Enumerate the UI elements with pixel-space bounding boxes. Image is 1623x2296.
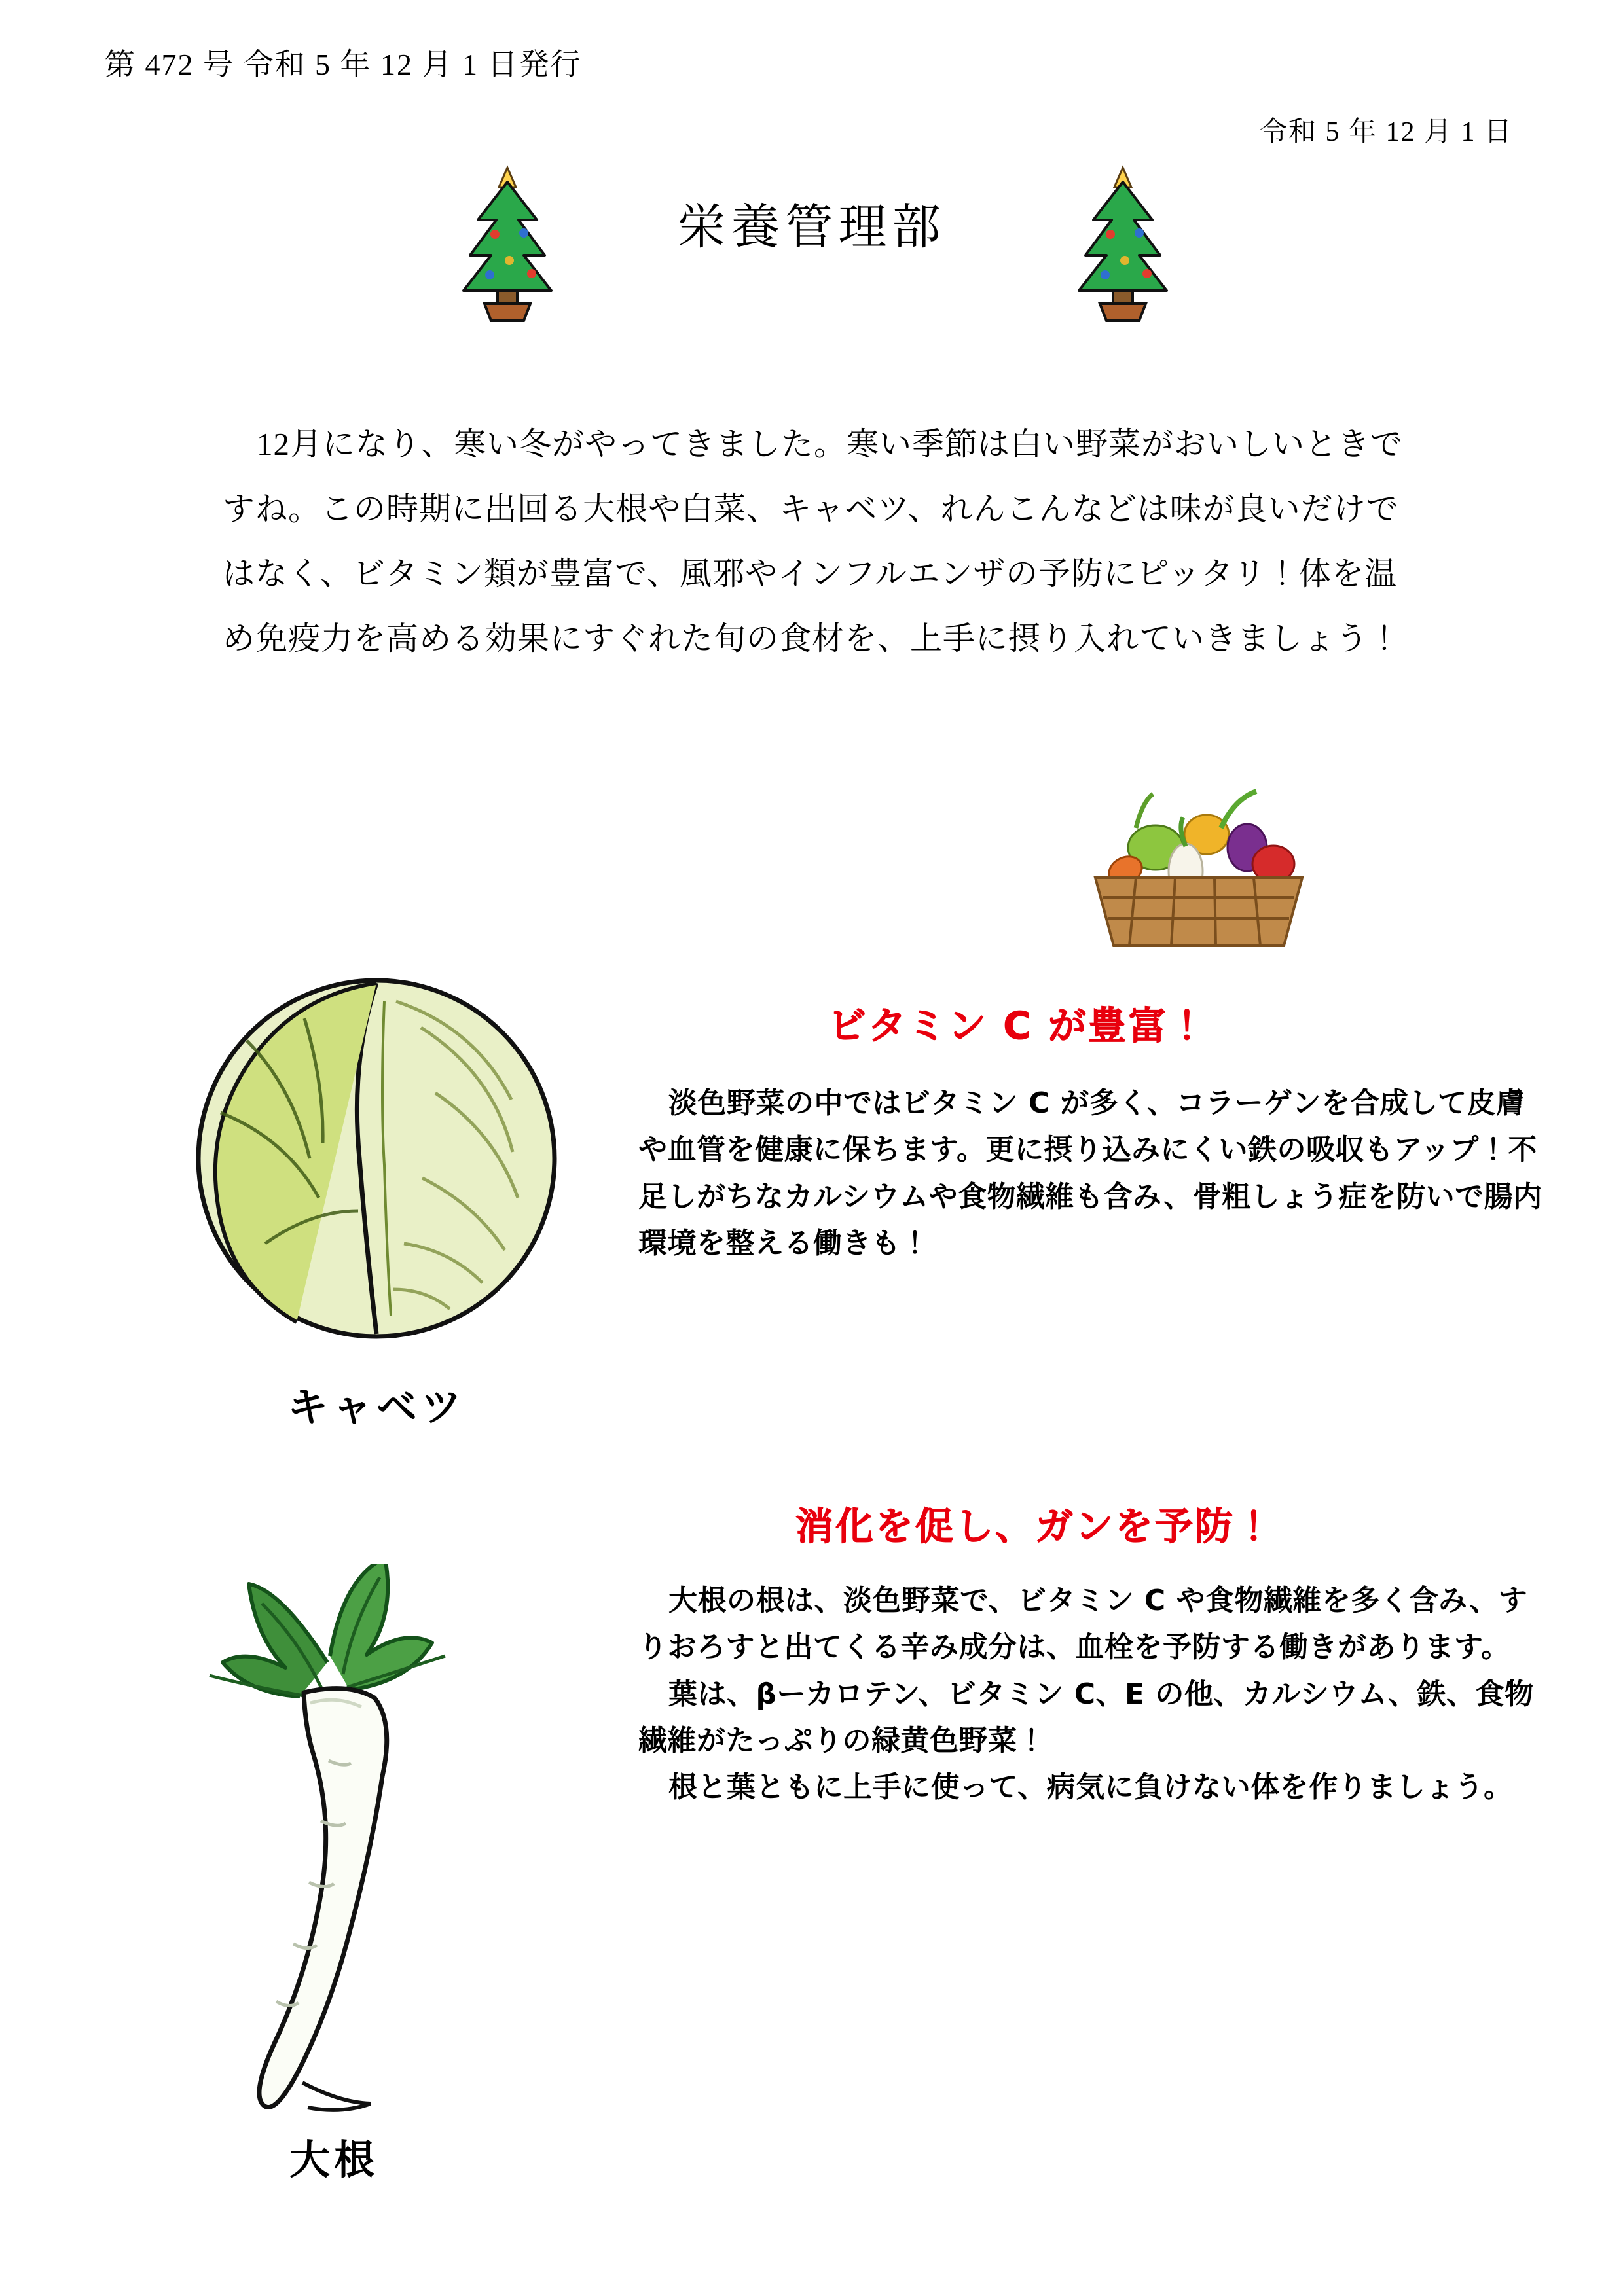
page-title: 栄養管理部 <box>677 201 946 255</box>
daikon-radish-icon <box>164 1564 504 2147</box>
title-row <box>0 156 1623 326</box>
publication-date: 令和 5 年 12 月 1 日 <box>1259 117 1513 147</box>
radish-paragraph-2: 葉は、βーカロテン、ビタミン C、E の他、カルシウム、鉄、食物繊維がたっぷりの緑黄色野菜！ <box>638 1677 1534 1757</box>
section-heading-cabbage: ビタミン C が豊富！ <box>828 1003 1208 1048</box>
intro-text: 12月になり、寒い冬がやってきました。寒い季節は白い野菜がおいしいときですね。この時期に出回る大根や白菜、キャベツ、れんこんなどは味が良いだけではなく、ビタミン類が豊富で、風邪やインフルエンザの予防にピッタリ！体を温め免疫力を高める効果にすぐれた旬の食材を、上手に摂り入れていきましょう！ <box>223 426 1404 656</box>
cabbage-caption: キャベツ <box>287 1383 465 1431</box>
christmas-tree-icon <box>432 156 583 326</box>
section-body-radish <box>638 1577 1548 1810</box>
christmas-tree-icon <box>1048 156 1198 326</box>
cabbage-icon <box>160 962 593 1355</box>
section-body-cabbage <box>638 1080 1548 1266</box>
issue-number: 第 472 号 令和 5 年 12 月 1 日発行 <box>105 48 582 81</box>
vegetable-basket-icon <box>1057 749 1339 959</box>
section-heading-radish: 消化を促し、ガンを予防！ <box>795 1504 1275 1549</box>
radish-paragraph-3: 根と葉ともに上手に使って、病気に負けない体を作りましょう。 <box>668 1770 1513 1804</box>
radish-caption: 大根 <box>289 2136 378 2183</box>
radish-paragraph-1: 大根の根は、淡色野菜で、ビタミン C や食物繊維を多く含み、すりおろすと出てくる辛み成分は、血栓を予防する働きがあります。 <box>638 1584 1528 1664</box>
cabbage-paragraph-1: 淡色野菜の中ではビタミン C が多く、コラーゲンを合成して皮膚や血管を健康に保ちます。更に摂り込みにくい鉄の吸収もアップ！不足しがちなカルシウムや食物繊維も含み、骨粗しょう症を防いで腸内環境を整える働きも！ <box>638 1086 1542 1260</box>
intro-paragraph <box>223 412 1427 672</box>
